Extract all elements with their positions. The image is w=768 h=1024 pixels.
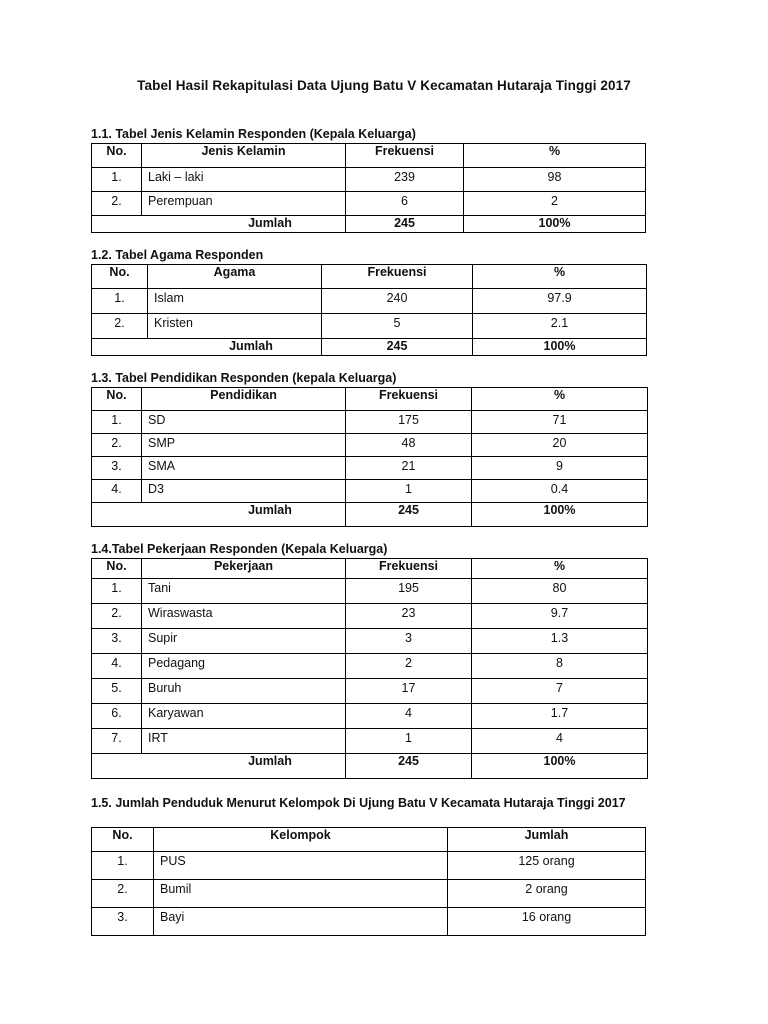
cell-no: 1. (92, 579, 142, 604)
cell-frequency: 175 (346, 411, 472, 434)
cell-percent: 0.4 (472, 480, 648, 503)
table-jenis-kelamin (91, 143, 646, 233)
cell-frequency: 17 (346, 679, 472, 704)
table-row (92, 880, 646, 908)
cell-frequency: 21 (346, 457, 472, 480)
cell-frequency: 1 (346, 729, 472, 754)
cell-percent: 4 (472, 729, 648, 754)
total-percent: 100% (464, 216, 646, 233)
cell-frequency: 48 (346, 434, 472, 457)
table-row (92, 629, 648, 654)
table-row (92, 434, 648, 457)
cell-no: 2. (92, 604, 142, 629)
cell-category: D3 (142, 480, 346, 503)
section-title-agama: 1.2. Tabel Agama Responden (91, 248, 264, 262)
column-header-frekuensi: Frekuensi (322, 265, 473, 289)
column-header-pendidikan: Pendidikan (142, 388, 346, 411)
table-header-row (92, 144, 646, 168)
cell-no: 1. (92, 289, 148, 314)
section-title-jenis-kelamin: 1.1. Tabel Jenis Kelamin Responden (Kepala Keluarga) (91, 127, 416, 141)
column-header-percent: % (464, 144, 646, 168)
column-header-no: No. (92, 144, 142, 168)
column-header-no: No. (92, 388, 142, 411)
table-header-row (92, 828, 646, 852)
cell-no: 2. (92, 314, 148, 339)
column-header-agama: Agama (148, 265, 322, 289)
cell-no: 2. (92, 880, 154, 908)
cell-no: 3. (92, 908, 154, 936)
column-header-kelompok: Kelompok (154, 828, 448, 852)
cell-percent: 9.7 (472, 604, 648, 629)
table-agama (91, 264, 647, 356)
cell-category: Bayi (154, 908, 448, 936)
table-row (92, 314, 647, 339)
table-kelompok (91, 827, 646, 936)
table-pekerjaan (91, 558, 648, 779)
cell-percent: 98 (464, 168, 646, 192)
table-row (92, 729, 648, 754)
column-header-jumlah: Jumlah (448, 828, 646, 852)
cell-category: IRT (142, 729, 346, 754)
cell-no: 4. (92, 654, 142, 679)
column-header-percent: % (472, 388, 648, 411)
table-total-row (92, 339, 647, 356)
cell-percent: 20 (472, 434, 648, 457)
cell-percent: 8 (472, 654, 648, 679)
column-header-pekerjaan: Pekerjaan (142, 559, 346, 579)
cell-percent: 71 (472, 411, 648, 434)
table-row (92, 852, 646, 880)
table-row (92, 480, 648, 503)
cell-no: 1. (92, 852, 154, 880)
column-header-no: No. (92, 559, 142, 579)
cell-category: Tani (142, 579, 346, 604)
cell-no: 1. (92, 411, 142, 434)
cell-amount: 125 orang (448, 852, 646, 880)
cell-category: Karyawan (142, 704, 346, 729)
total-label: Jumlah (92, 754, 346, 779)
column-header-frekuensi: Frekuensi (346, 144, 464, 168)
cell-no: 6. (92, 704, 142, 729)
table-header-row (92, 559, 648, 579)
cell-frequency: 1 (346, 480, 472, 503)
total-frequency: 245 (346, 216, 464, 233)
column-header-percent: % (473, 265, 647, 289)
cell-frequency: 5 (322, 314, 473, 339)
cell-no: 1. (92, 168, 142, 192)
cell-category: Bumil (154, 880, 448, 908)
cell-category: SD (142, 411, 346, 434)
table-row (92, 908, 646, 936)
cell-category: PUS (154, 852, 448, 880)
table-total-row (92, 754, 648, 779)
table-total-row (92, 503, 648, 527)
cell-frequency: 239 (346, 168, 464, 192)
total-frequency: 245 (346, 503, 472, 527)
cell-frequency: 195 (346, 579, 472, 604)
cell-category: Supir (142, 629, 346, 654)
cell-percent: 7 (472, 679, 648, 704)
cell-no: 5. (92, 679, 142, 704)
cell-no: 7. (92, 729, 142, 754)
cell-percent: 2.1 (473, 314, 647, 339)
column-header-no: No. (92, 265, 148, 289)
cell-percent: 1.7 (472, 704, 648, 729)
cell-frequency: 3 (346, 629, 472, 654)
cell-no: 3. (92, 457, 142, 480)
total-frequency: 245 (322, 339, 473, 356)
cell-frequency: 240 (322, 289, 473, 314)
table-row (92, 168, 646, 192)
table-row (92, 289, 647, 314)
total-percent: 100% (472, 503, 648, 527)
table-header-row (92, 388, 648, 411)
cell-category: Wiraswasta (142, 604, 346, 629)
cell-frequency: 6 (346, 192, 464, 216)
column-header-frekuensi: Frekuensi (346, 388, 472, 411)
cell-amount: 2 orang (448, 880, 646, 908)
table-row (92, 704, 648, 729)
table-pendidikan (91, 387, 648, 527)
cell-category: Laki – laki (142, 168, 346, 192)
section-title-kelompok: 1.5. Jumlah Penduduk Menurut Kelompok Di Ujung Batu V Kecamata Hutaraja Tinggi 2017 (91, 796, 626, 810)
total-frequency: 245 (346, 754, 472, 779)
cell-category: Buruh (142, 679, 346, 704)
document-title: Tabel Hasil Rekapitulasi Data Ujung Batu V Kecamatan Hutaraja Tinggi 2017 (137, 78, 631, 93)
total-label: Jumlah (92, 339, 322, 356)
cell-no: 3. (92, 629, 142, 654)
table-total-row (92, 216, 646, 233)
total-percent: 100% (473, 339, 647, 356)
total-label: Jumlah (92, 503, 346, 527)
cell-percent: 97.9 (473, 289, 647, 314)
cell-no: 4. (92, 480, 142, 503)
column-header-frekuensi: Frekuensi (346, 559, 472, 579)
section-title-pekerjaan: 1.4.Tabel Pekerjaan Responden (Kepala Keluarga) (91, 542, 388, 556)
cell-category: Pedagang (142, 654, 346, 679)
cell-category: SMA (142, 457, 346, 480)
cell-category: Islam (148, 289, 322, 314)
total-label: Jumlah (92, 216, 346, 233)
cell-no: 2. (92, 434, 142, 457)
cell-frequency: 2 (346, 654, 472, 679)
section-title-pendidikan: 1.3. Tabel Pendidikan Responden (kepala Keluarga) (91, 371, 397, 385)
column-header-jenis-kelamin: Jenis Kelamin (142, 144, 346, 168)
total-percent: 100% (472, 754, 648, 779)
cell-percent: 9 (472, 457, 648, 480)
cell-frequency: 23 (346, 604, 472, 629)
table-row (92, 654, 648, 679)
table-row (92, 679, 648, 704)
table-header-row (92, 265, 647, 289)
cell-category: Kristen (148, 314, 322, 339)
cell-frequency: 4 (346, 704, 472, 729)
table-row (92, 457, 648, 480)
table-row (92, 192, 646, 216)
column-header-no: No. (92, 828, 154, 852)
cell-amount: 16 orang (448, 908, 646, 936)
cell-percent: 2 (464, 192, 646, 216)
table-row (92, 411, 648, 434)
cell-category: Perempuan (142, 192, 346, 216)
cell-percent: 80 (472, 579, 648, 604)
cell-percent: 1.3 (472, 629, 648, 654)
table-row (92, 579, 648, 604)
cell-no: 2. (92, 192, 142, 216)
table-row (92, 604, 648, 629)
column-header-percent: % (472, 559, 648, 579)
cell-category: SMP (142, 434, 346, 457)
